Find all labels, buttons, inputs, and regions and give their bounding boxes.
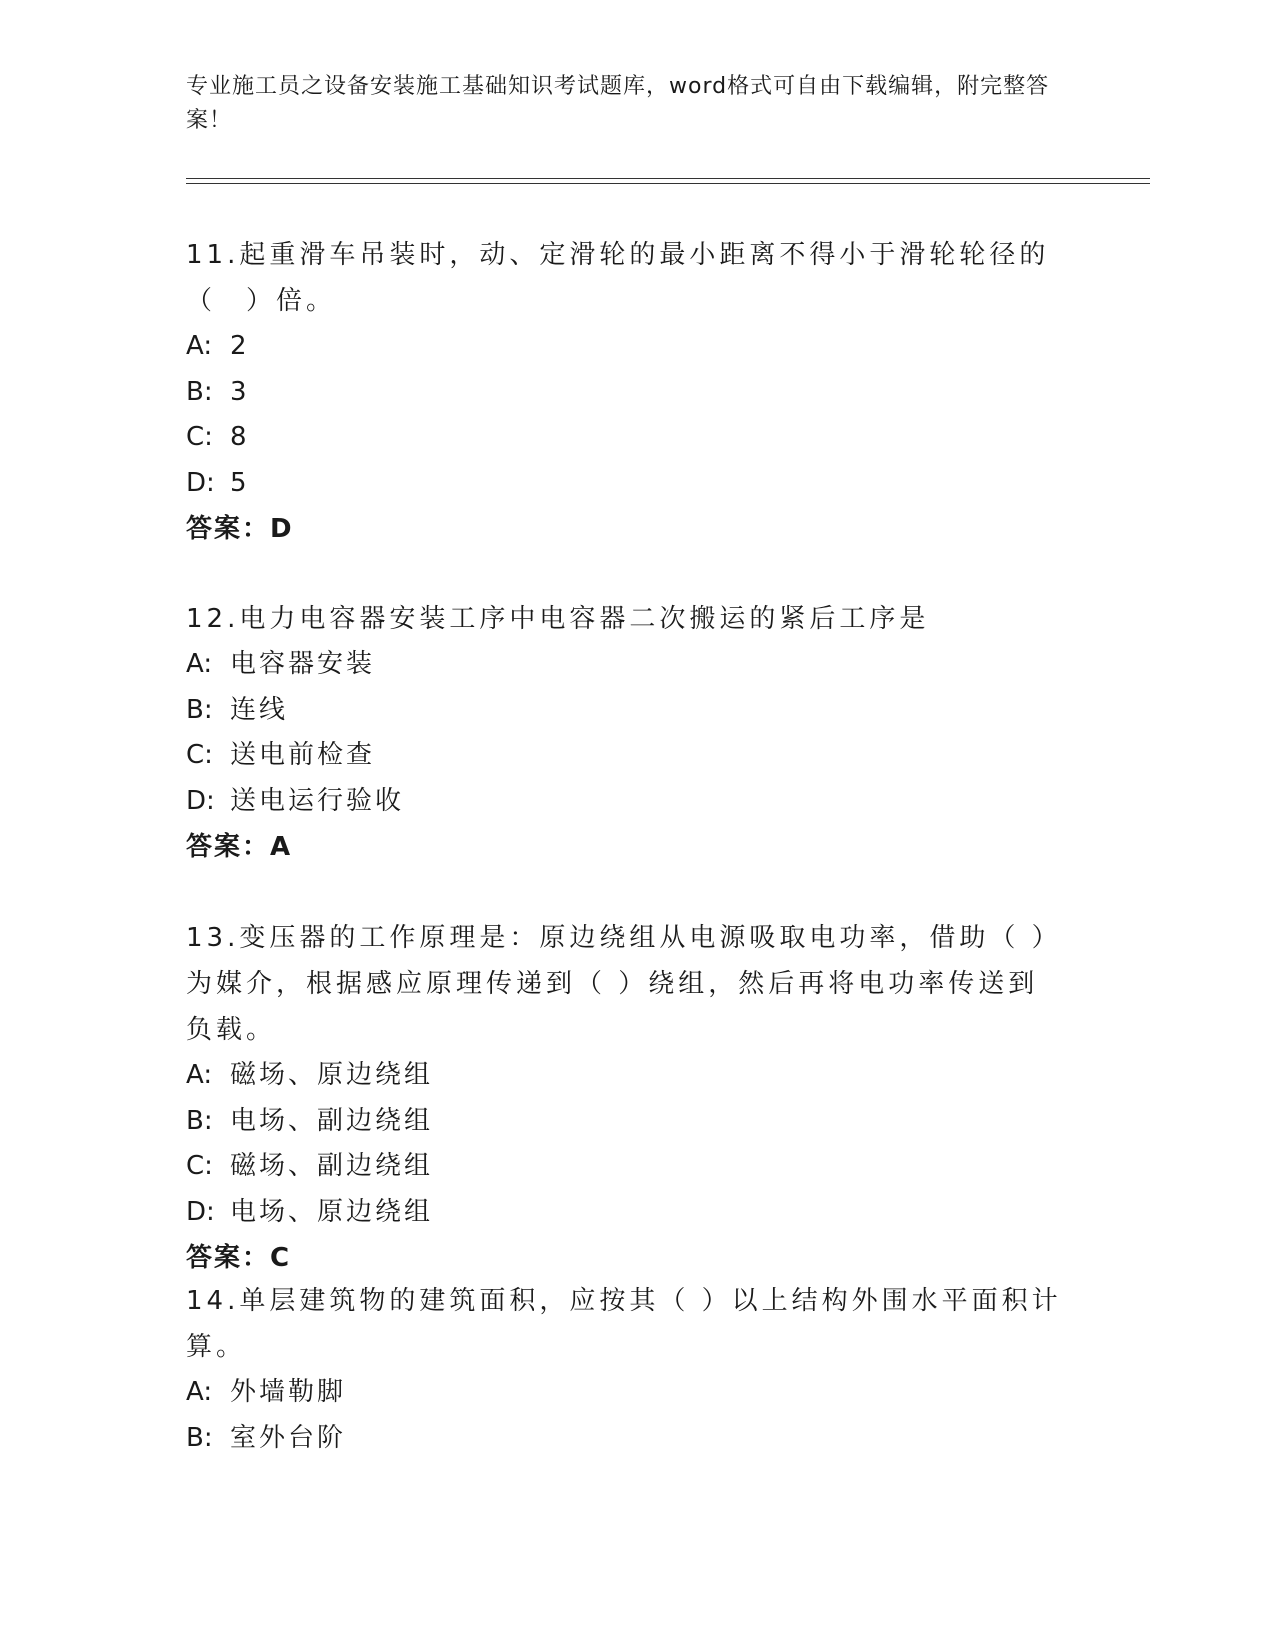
option-text: 送电运行验收 — [230, 785, 405, 816]
option-c — [186, 1144, 1066, 1190]
question-stem: 14.单层建筑物的建筑面积，应按其（ ）以上结构外围水平面积计算。 — [186, 1286, 1062, 1362]
option-letter: C: — [186, 1151, 213, 1181]
question-stem: 11.起重滑车吊装时，动、定滑轮的最小距离不得小于滑轮轮径的（ ）倍。 — [186, 240, 1050, 316]
option-text: 电场、原边绕组 — [230, 1196, 434, 1227]
option-text: 3 — [230, 376, 250, 407]
option-text: 2 — [230, 331, 250, 361]
option-b — [186, 1416, 1066, 1462]
question-14 — [186, 1278, 1066, 1461]
option-letter: A: — [186, 1377, 213, 1407]
option-text: 8 — [230, 422, 250, 452]
option-text: 电容器安装 — [230, 649, 376, 679]
option-a — [186, 1370, 1066, 1416]
option-letter: A: — [186, 649, 213, 679]
option-letter: C: — [186, 422, 213, 452]
option-letter: B: — [186, 1105, 213, 1136]
option-letter: B: — [186, 1422, 213, 1453]
option-b — [186, 1099, 1066, 1145]
option-b — [186, 688, 1066, 734]
option-d — [186, 461, 1066, 507]
option-text: 磁场、副边绕组 — [230, 1151, 434, 1181]
option-text: 外墙勒脚 — [230, 1377, 347, 1407]
option-b — [186, 370, 1066, 416]
option-letter: A: — [186, 1060, 213, 1090]
header-divider-top — [186, 178, 1150, 179]
answer-line: 答案：C — [186, 1243, 292, 1273]
option-letter: B: — [186, 376, 213, 407]
option-c — [186, 415, 1066, 461]
option-letter: A: — [186, 331, 213, 361]
option-text: 电场、副边绕组 — [230, 1105, 434, 1136]
option-letter: D: — [186, 785, 215, 816]
question-12 — [186, 596, 1066, 870]
question-stem: 12.电力电容器安装工序中电容器二次搬运的紧后工序是 — [186, 604, 930, 634]
option-text: 送电前检查 — [230, 740, 376, 770]
option-d — [186, 1190, 1066, 1236]
answer-line: 答案：A — [186, 832, 293, 862]
option-letter: D: — [186, 1196, 215, 1227]
option-text: 磁场、原边绕组 — [230, 1060, 434, 1090]
option-d — [186, 779, 1066, 825]
header-divider-bottom — [186, 183, 1150, 184]
option-text: 连线 — [230, 694, 289, 725]
option-a — [186, 1053, 1066, 1099]
option-c — [186, 733, 1066, 779]
option-letter: D: — [186, 467, 215, 498]
question-13 — [186, 915, 1066, 1281]
option-text: 5 — [230, 467, 250, 498]
document-header: 专业施工员之设备安装施工基础知识考试题库，word格式可自由下载编辑，附完整答案！ — [186, 74, 1050, 133]
option-text: 室外台阶 — [230, 1422, 347, 1453]
option-a — [186, 324, 1066, 370]
question-11 — [186, 232, 1066, 552]
answer-line: 答案：D — [186, 514, 294, 544]
option-a — [186, 642, 1066, 688]
option-letter: B: — [186, 694, 213, 725]
question-stem: 13.变压器的工作原理是：原边绕组从电源吸取电功率，借助（ ）为媒介，根据感应原理传递到（ ）绕组，然后再将电功率传送到负载。 — [186, 923, 1062, 1045]
option-letter: C: — [186, 740, 213, 770]
